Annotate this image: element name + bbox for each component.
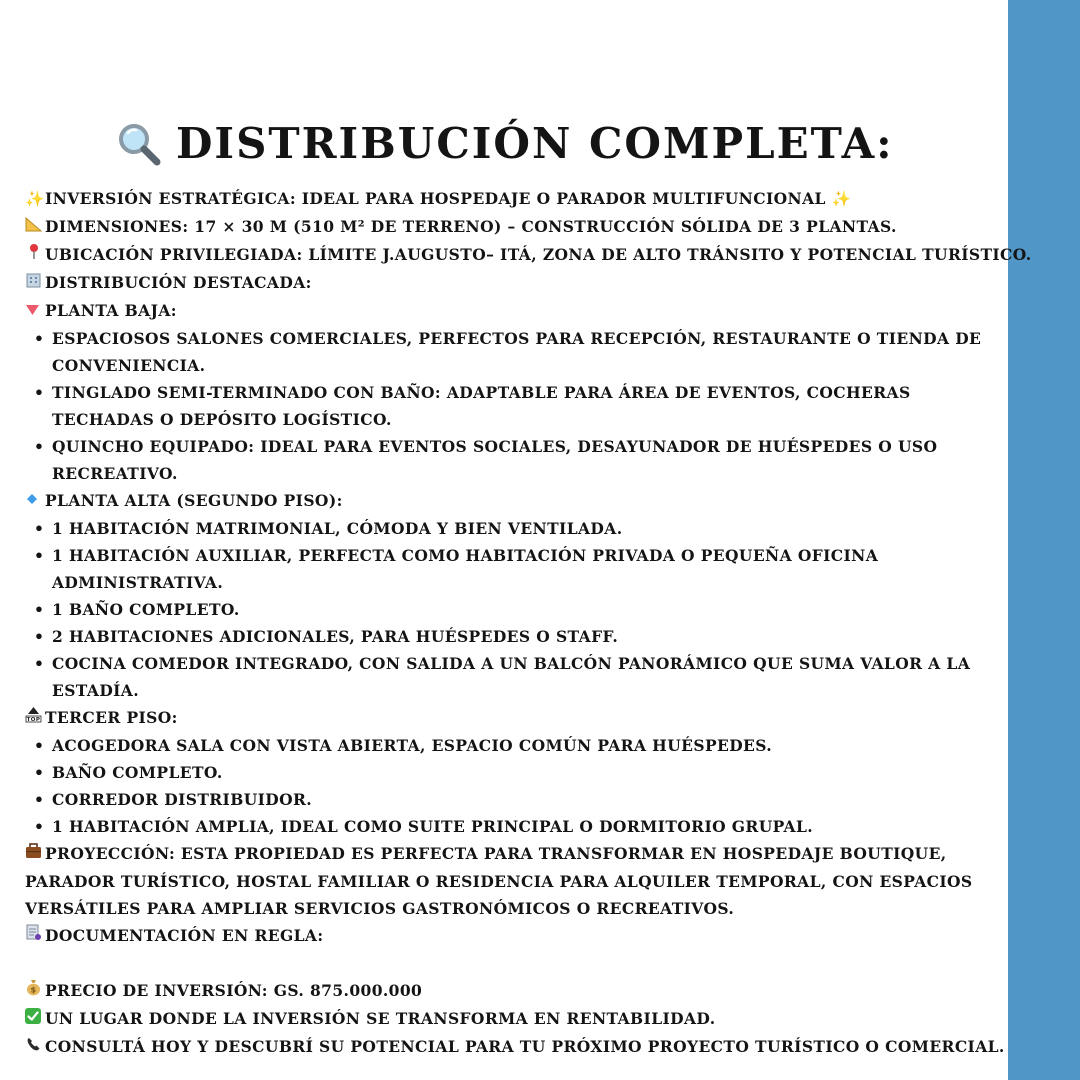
- blue-diamond-icon: [25, 488, 45, 515]
- check-icon: [25, 1006, 45, 1033]
- money-bag-icon: [25, 978, 45, 1005]
- property-description: [25, 185, 1032, 1061]
- price-line: $ PRECIO DE INVERSIÓN: GS. 875.000.000: [25, 977, 1000, 1005]
- top-arrow-icon: [25, 705, 45, 732]
- phone-line: CONSULTÁ HOY Y DESCUBRÍ SU POTENCIAL PARA TU PRÓXIMO PROYECTO TURÍSTICO O COMERCIAL.: [25, 1033, 1000, 1061]
- blank-line: [25, 950, 1000, 977]
- magnifier-icon: [116, 121, 162, 167]
- list-item: • 1 HABITACIÓN MATRIMONIAL, CÓMODA Y BIEN VENTILADA.: [25, 515, 1000, 542]
- list-item: • 1 BAÑO COMPLETO.: [25, 596, 1000, 623]
- phone-icon: [25, 1034, 45, 1061]
- svg-text:$: $: [30, 985, 37, 995]
- investment-line: ✨INVERSIÓN ESTRATÉGICA: IDEAL PARA HOSPEDAJE O PARADOR MULTIFUNCIONAL ✨: [25, 185, 1000, 213]
- list-item: • TINGLADO SEMI-TERMINADO CON BAÑO: ADAPTABLE PARA ÁREA DE EVENTOS, COCHERAS TECHADAS O DEPÓSITO LOGÍSTICO.: [25, 379, 1000, 433]
- svg-text:TOP: TOP: [26, 717, 41, 723]
- building-icon: [25, 270, 45, 297]
- projection-paragraph: PROYECCIÓN: ESTA PROPIEDAD ES PERFECTA PARA TRANSFORMAR EN HOSPEDAJE BOUTIQUE, PARADOR TURÍSTICO, HOSTAL FAMILIAR O RESIDENCIA PARA ALQUILER TEMPORAL, CON ESPACIOS VERSÁTILES PARA AMPLIAR SERVICIOS GASTRONÓMICOS O RECREATIVOS.: [25, 840, 1000, 922]
- briefcase-icon: [25, 841, 45, 868]
- list-item: • 1 HABITACIÓN AMPLIA, IDEAL COMO SUITE PRINCIPAL O DORMITORIO GRUPAL.: [25, 813, 1000, 840]
- page-title-text: DISTRIBUCIÓN COMPLETA:: [176, 119, 894, 168]
- red-triangle-icon: [25, 298, 45, 325]
- list-item: • CORREDOR DISTRIBUIDOR.: [25, 786, 1000, 813]
- upper-floor-heading: PLANTA ALTA (SEGUNDO PISO):: [25, 487, 1000, 515]
- blue-side-bar: [1008, 0, 1080, 1080]
- sparkles-icon: ✨: [25, 190, 45, 208]
- list-item: • COCINA COMEDOR INTEGRADO, CON SALIDA A UN BALCÓN PANORÁMICO QUE SUMA VALOR A LA ESTADÍA.: [25, 650, 1000, 704]
- dimensions-line: DIMENSIONES: 17 × 30 M (510 M² DE TERRENO) – CONSTRUCCIÓN SÓLIDA DE 3 PLANTAS.: [25, 213, 1000, 241]
- list-item: • BAÑO COMPLETO.: [25, 759, 1000, 786]
- list-item: • 1 HABITACIÓN AUXILIAR, PERFECTA COMO HABITACIÓN PRIVADA O PEQUEÑA OFICINA ADMINISTRATIVA.: [25, 542, 1000, 596]
- list-item: • ACOGEDORA SALA CON VISTA ABIERTA, ESPACIO COMÚN PARA HUÉSPEDES.: [25, 732, 1000, 759]
- distribution-heading: DISTRIBUCIÓN DESTACADA:: [25, 269, 1000, 297]
- third-floor-heading: TOP TERCER PISO:: [25, 704, 1000, 732]
- sparkles-icon: ✨: [831, 190, 852, 208]
- list-item: • 2 HABITACIONES ADICIONALES, PARA HUÉSPEDES O STAFF.: [25, 623, 1000, 650]
- page-title: [116, 118, 894, 170]
- upper-floor-list: [25, 515, 1000, 704]
- ruler-icon: [25, 214, 45, 241]
- pin-icon: [25, 242, 45, 269]
- ground-floor-heading: PLANTA BAJA:: [25, 297, 1000, 325]
- ground-floor-list: [25, 325, 1000, 487]
- location-line: UBICACIÓN PRIVILEGIADA: LÍMITE J.AUGUSTO– ITÁ, ZONA DE ALTO TRÁNSITO Y POTENCIAL TURÍSTICO.: [25, 241, 1000, 269]
- list-item: • ESPACIOSOS SALONES COMERCIALES, PERFECTOS PARA RECEPCIÓN, RESTAURANTE O TIENDA DE CONVENIENCIA.: [25, 325, 1000, 379]
- check-line: UN LUGAR DONDE LA INVERSIÓN SE TRANSFORMA EN RENTABILIDAD.: [25, 1005, 1000, 1033]
- document-icon: [25, 923, 45, 950]
- list-item: • QUINCHO EQUIPADO: IDEAL PARA EVENTOS SOCIALES, DESAYUNADOR DE HUÉSPEDES O USO RECREATIVO.: [25, 433, 1000, 487]
- third-floor-list: [25, 732, 1000, 840]
- documentation-line: DOCUMENTACIÓN EN REGLA:: [25, 922, 1000, 950]
